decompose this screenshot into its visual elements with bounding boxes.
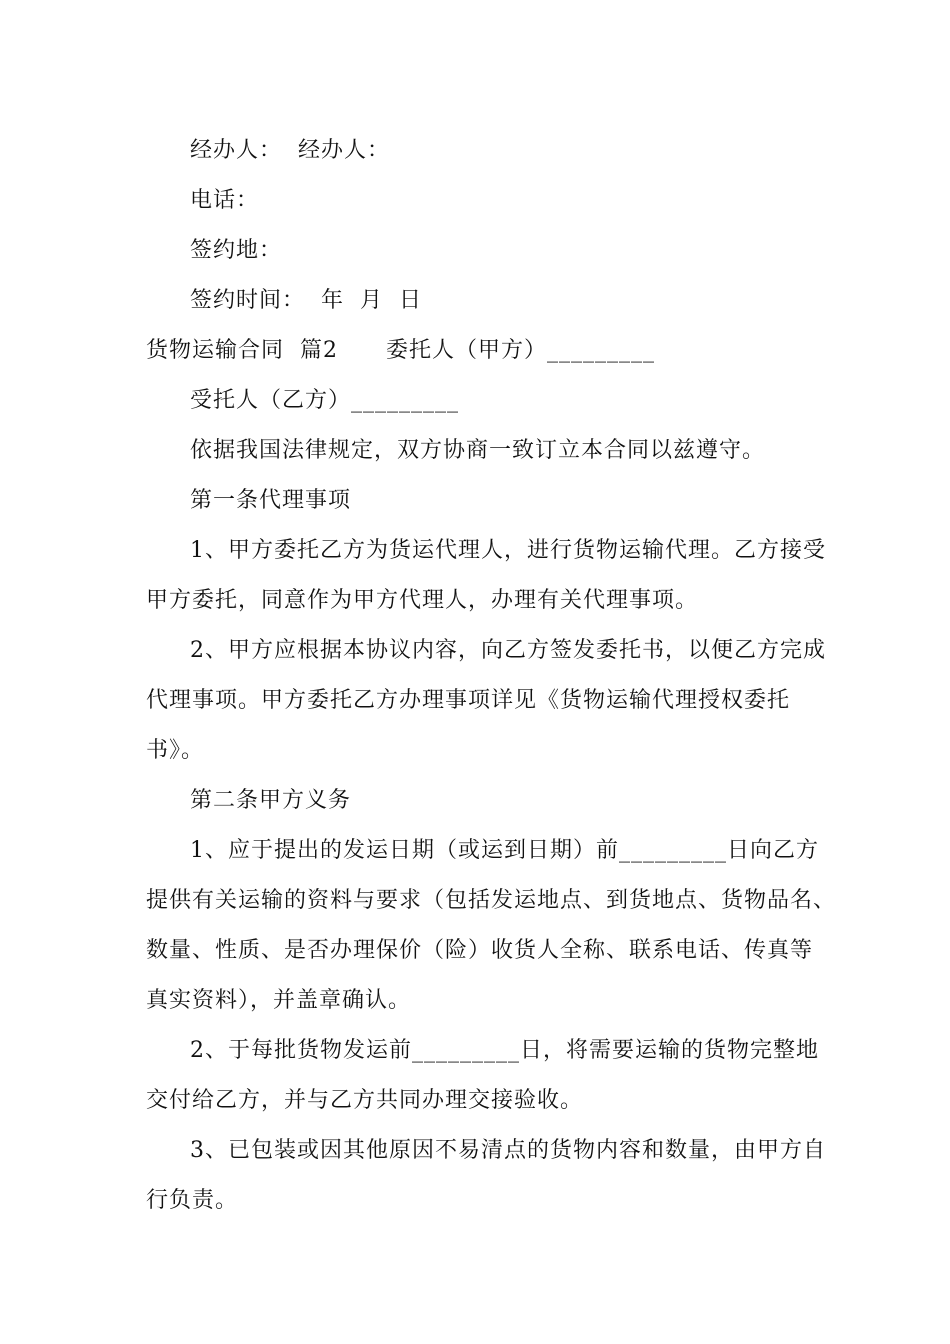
article-2-item-2-line-2: 交付给乙方，并与乙方共同办理交接验收。 [146, 1088, 584, 1113]
signing-place-line: 签约地： [190, 238, 283, 263]
article-2-item-1-line-3: 数量、性质、是否办理保价（险）收货人全称、联系电话、传真等 [146, 938, 814, 963]
article-1-item-2-line-3: 书》。 [146, 738, 205, 763]
article-2-item-1-line-1: 1、应于提出的发运日期（或运到日期）前_________日向乙方 [190, 838, 819, 863]
article-1-item-2-line-1: 2、甲方应根据本协议内容，向乙方签发委托书，以便乙方完成 [190, 638, 826, 663]
article-2-item-3-line-2: 行负责。 [146, 1188, 239, 1213]
article-1-heading: 第一条代理事项 [190, 488, 352, 513]
article-2-item-1-line-2: 提供有关运输的资料与要求（包括发运地点、到货地点、货物品名、 [146, 888, 837, 913]
trustee-line: 受托人（乙方）_________ [190, 388, 460, 413]
preamble-line: 依据我国法律规定，双方协商一致订立本合同以兹遵守。 [190, 438, 766, 463]
article-1-item-2-line-2: 代理事项。甲方委托乙方办理事项详见《货物运输代理授权委托 [146, 688, 791, 713]
handler-line: 经办人： 经办人： [190, 138, 390, 163]
article-2-item-2-line-1: 2、于每批货物发运前_________日，将需要运输的货物完整地 [190, 1038, 819, 1063]
contract-title-line: 货物运输合同 篇2 委托人（甲方）_________ [146, 338, 655, 363]
article-2-item-3-line-1: 3、已包装或因其他原因不易清点的货物内容和数量，由甲方自 [190, 1138, 826, 1163]
article-1-item-1-line-1: 1、甲方委托乙方为货运代理人，进行货物运输代理。乙方接受 [190, 538, 826, 563]
phone-line: 电话： [190, 188, 260, 213]
signing-time-line: 签约时间： 年 月 日 [190, 288, 422, 313]
article-2-heading: 第二条甲方义务 [190, 788, 352, 813]
article-2-item-1-line-4: 真实资料），并盖章确认。 [146, 988, 412, 1013]
article-1-item-1-line-2: 甲方委托，同意作为甲方代理人，办理有关代理事项。 [146, 588, 699, 613]
